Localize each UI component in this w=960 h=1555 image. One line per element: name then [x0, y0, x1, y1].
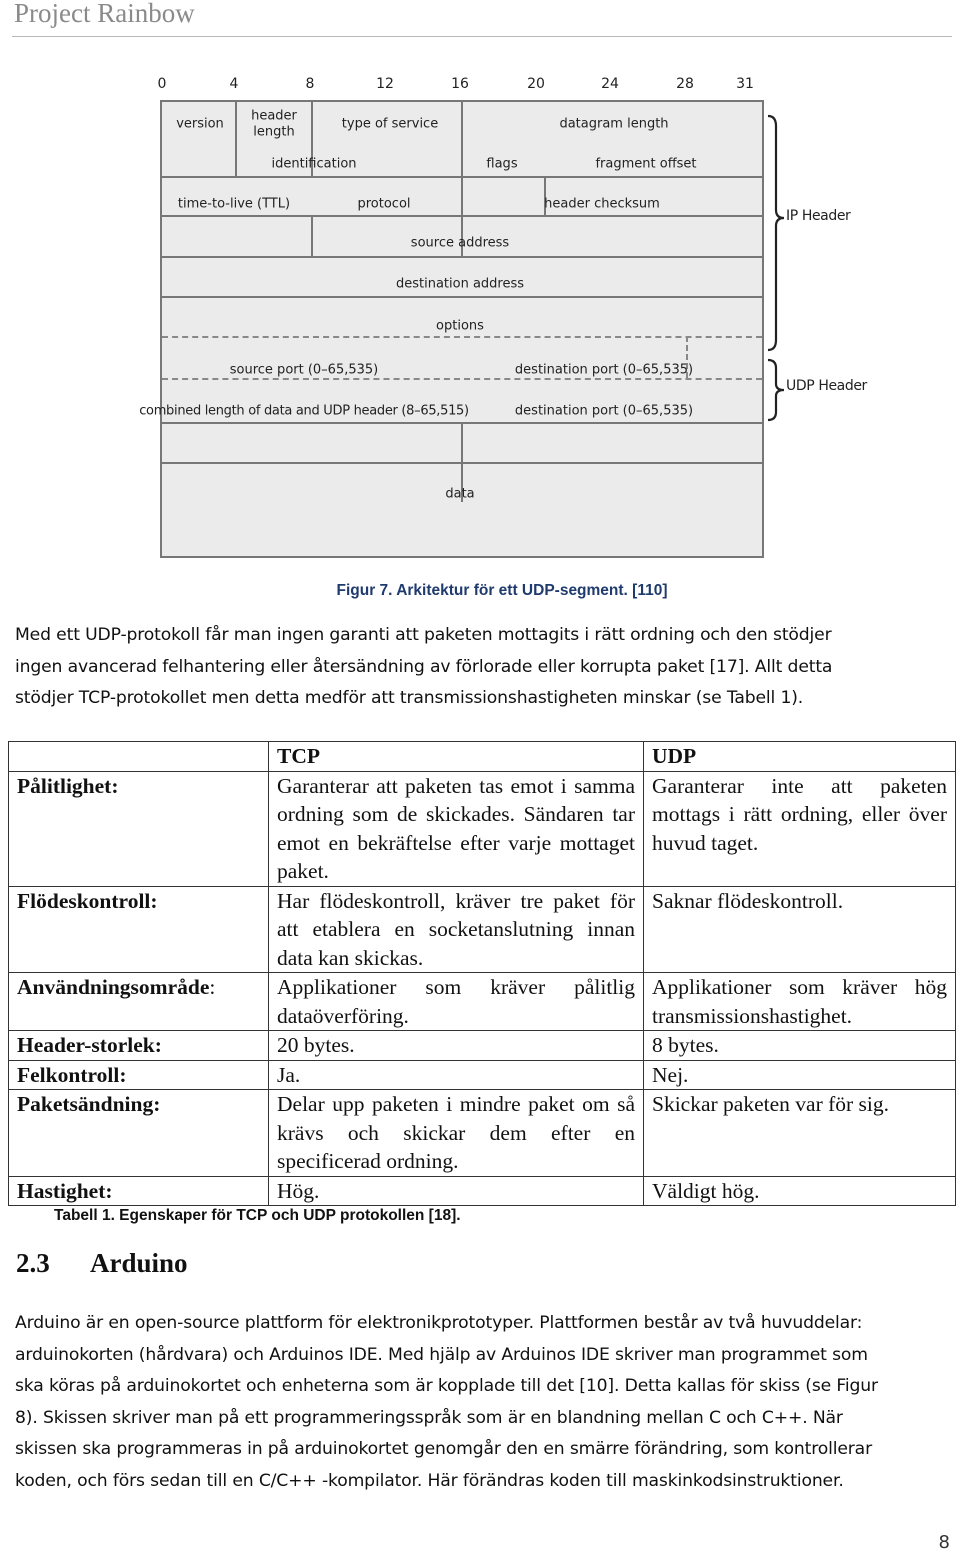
- table-header-cell: [9, 742, 269, 772]
- tcp-udp-comparison-table: [8, 741, 956, 1206]
- row-label: Header-storlek:: [9, 1031, 269, 1061]
- header-divider: [12, 36, 952, 37]
- page-number: 8: [938, 1532, 950, 1553]
- tcp-cell: 20 bytes.: [269, 1031, 644, 1061]
- field-ttl: time-to-live (TTL): [177, 196, 291, 212]
- row-divider: [162, 296, 762, 298]
- row-label: Felkontroll:: [9, 1060, 269, 1090]
- bit-label: 12: [376, 76, 394, 92]
- table-header-row: [9, 742, 956, 772]
- table-header-udp: UDP: [644, 742, 956, 772]
- figure-caption: Figur 7. Arkitektur för ett UDP-segment. [110]: [336, 582, 668, 599]
- table-caption: Tabell 1. Egenskaper för TCP och UDP protokollen [18].: [54, 1207, 461, 1224]
- row-label-text: Användningsområde: [17, 975, 210, 999]
- row-divider: [162, 256, 762, 258]
- tcp-cell: Delar upp paketen i mindre paket om så krävs och skickar dem efter en specificerad ordning.: [269, 1090, 644, 1177]
- table-row: [9, 1176, 956, 1206]
- bit-label: 16: [451, 76, 469, 92]
- field-version: version: [176, 116, 224, 132]
- tcp-cell: Ja.: [269, 1060, 644, 1090]
- text-line: ska köras på arduinokortet och enheterna som är kopplade till det [10]. Detta kallas för skiss (se Figur: [15, 1376, 878, 1396]
- field-fragment-offset: fragment offset: [595, 156, 697, 172]
- packet-diagram: [139, 100, 764, 558]
- table-header-tcp: TCP: [269, 742, 644, 772]
- bit-label: 8: [305, 76, 315, 92]
- field-protocol: protocol: [357, 196, 411, 212]
- text-line: 8). Skissen skriver man på ett programmeringsspråk som är en blandning mellan C och C++. När: [15, 1407, 843, 1428]
- bit-label: 20: [527, 76, 545, 92]
- tcp-cell: Garanterar att paketen tas emot i samma ordning som de skickades. Sändaren tar emot en bekräftelse efter varje mottaget paket.: [269, 771, 644, 886]
- arduino-paragraph: [15, 1308, 955, 1497]
- udp-cell: Nej.: [644, 1060, 956, 1090]
- tcp-cell: Applikationer som kräver pålitlig dataöverföring.: [269, 973, 644, 1031]
- table-row: [9, 1031, 956, 1061]
- section-heading: [16, 1248, 188, 1279]
- udp-header-label: UDP Header: [786, 378, 867, 394]
- table-row: [9, 771, 956, 886]
- row-label: [9, 973, 269, 1031]
- row-label: Paketsändning:: [9, 1090, 269, 1177]
- row-label-text: Pålitlighet:: [17, 773, 119, 798]
- udp-cell: Väldigt hög.: [644, 1176, 956, 1206]
- table-row: [9, 1060, 956, 1090]
- options-dashed-divider: [162, 378, 762, 380]
- bit-label: 24: [601, 76, 619, 92]
- bit-label: 0: [157, 76, 167, 92]
- udp-cell: 8 bytes.: [644, 1031, 956, 1061]
- udp-cell: Applikationer som kräver hög transmissionshastighet.: [644, 973, 956, 1031]
- row-label: [9, 771, 269, 886]
- udp-header-brace: [764, 358, 786, 422]
- col-divider: [235, 102, 237, 176]
- intro-paragraph: [15, 620, 955, 715]
- field-source-address: source address: [410, 235, 510, 251]
- row-label: Flödeskontroll:: [9, 886, 269, 973]
- field-identification: identification: [271, 156, 357, 172]
- bit-label: 28: [676, 76, 694, 92]
- tcp-cell: Hög.: [269, 1176, 644, 1206]
- udp-cell: Skickar paketen var för sig.: [644, 1090, 956, 1177]
- row-label-suffix: :: [209, 975, 216, 999]
- table-row: [9, 973, 956, 1031]
- field-combined-length: combined length of data and UDP header (8–65,515): [139, 403, 469, 419]
- udp-cell: Saknar flödeskontroll.: [644, 886, 956, 973]
- field-header-length-line2: length: [253, 124, 295, 140]
- field-data: data: [445, 486, 475, 502]
- field-datagram-length: datagram length: [559, 116, 669, 132]
- text-line: stödjer TCP-protokollet men detta medför att transmissionshastigheten minskar (se Tabell 1).: [15, 688, 804, 708]
- ip-header-brace: [764, 114, 786, 354]
- ip-header-label: IP Header: [786, 208, 851, 224]
- text-line: Med ett UDP-protokoll får man ingen garanti att paketen mottagits i rätt ordning och den stödjer: [15, 625, 832, 645]
- udp-cell: Garanterar inte att paketen mottags i rätt ordning, eller över huvud taget.: [644, 771, 956, 886]
- field-header-checksum: header checksum: [544, 196, 660, 212]
- bit-label: 31: [736, 76, 754, 92]
- udp-segment-figure: [0, 70, 960, 570]
- section-title: Arduino: [90, 1248, 188, 1278]
- field-header-length-line1: header: [251, 108, 297, 124]
- field-options: options: [436, 318, 484, 334]
- options-dashed-divider: [162, 336, 762, 338]
- tcp-cell: Har flödeskontroll, kräver tre paket för att etablera en socketanslutning innan data kan skickas.: [269, 886, 644, 973]
- col-divider: [311, 215, 313, 256]
- page-header-title: Project Rainbow: [14, 0, 195, 28]
- bit-label: 4: [229, 76, 239, 92]
- field-flags: flags: [486, 156, 518, 172]
- text-line: skissen ska programmeras in på arduinokortet genomgår den en smärre förändring, som kontrollerar: [15, 1439, 872, 1459]
- text-line: koden, och förs sedan till en C/C++ -kompilator. Här förändras koden till maskinkodsinstruktioner.: [15, 1470, 844, 1491]
- field-destination-port-2: destination port (0–65,535): [514, 403, 694, 419]
- row-label: Hastighet:: [9, 1176, 269, 1206]
- field-source-port: source port (0–65,535): [229, 362, 379, 378]
- text-line: ingen avancerad felhantering eller återsändning av förlorade eller korrupta paket [17]. Allt detta: [15, 656, 833, 677]
- table-row: [9, 886, 956, 973]
- field-type-of-service: type of service: [341, 116, 439, 132]
- field-destination-port: destination port (0–65,535): [514, 362, 694, 378]
- section-number: 2.3: [16, 1248, 50, 1278]
- text-line: arduinokorten (hårdvara) och Arduinos IDE. Med hjälp av Arduinos IDE skriver man programmet som: [15, 1344, 868, 1365]
- table-row: [9, 1090, 956, 1177]
- text-line: Arduino är en open-source plattform för elektronikprototyper. Plattformen består av två huvuddelar:: [15, 1313, 863, 1333]
- col-divider: [461, 102, 463, 176]
- col-divider: [461, 176, 463, 215]
- field-destination-address: destination address: [395, 276, 525, 292]
